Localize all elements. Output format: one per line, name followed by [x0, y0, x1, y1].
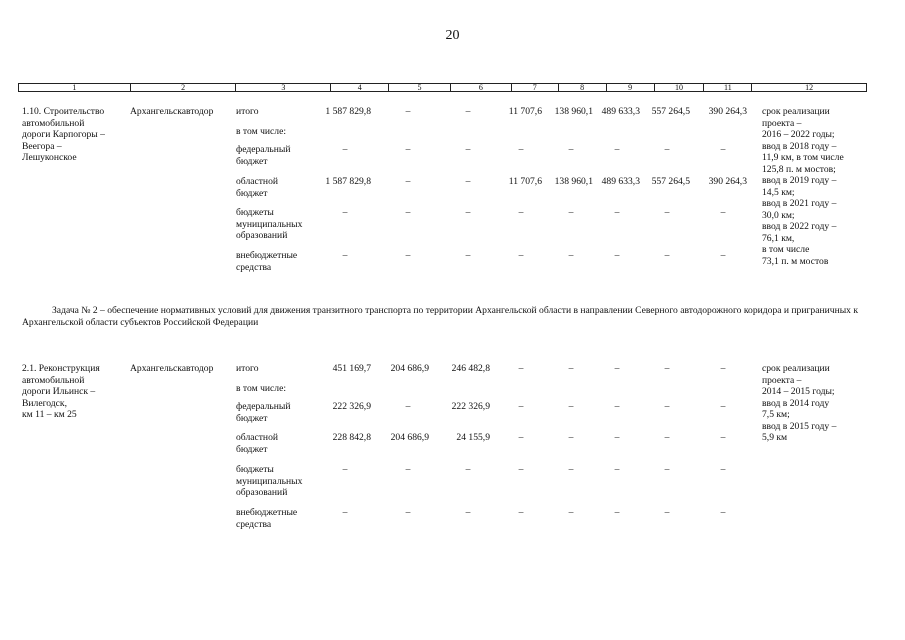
section-1-10-cell: –	[342, 207, 348, 218]
section-2-1-cell: –	[518, 432, 524, 443]
section-2-1-cell: 228 842,8	[332, 432, 371, 443]
section-1-10-cell: –	[405, 176, 411, 187]
header-col-2: 2	[131, 84, 237, 91]
section-2-1-cell: –	[614, 464, 620, 475]
section-2-1-row-label: в том числе:	[236, 383, 287, 394]
section-2-1-cell: 246 482,8	[451, 363, 490, 374]
header-col-4: 4	[331, 84, 389, 91]
header-col-5: 5	[389, 84, 451, 91]
section-1-10-cell: –	[518, 207, 524, 218]
section-2-1-row-label: итого	[236, 363, 259, 374]
section-2-1-cell: –	[664, 507, 670, 518]
section-1-10-cell: 557 264,5	[651, 106, 690, 117]
header-col-9: 9	[607, 84, 655, 91]
section-2-1-cell: –	[568, 464, 574, 475]
section-1-10-cell: –	[465, 250, 471, 261]
section-1-10-cell: 390 264,3	[708, 176, 747, 187]
section-1-10-row-label: федеральный бюджет	[236, 144, 291, 167]
section-1-10-cell: –	[405, 207, 411, 218]
section-2-1-cell: –	[342, 507, 348, 518]
section-2-1-cell: –	[465, 464, 471, 475]
section-1-10-row-label: в том числе:	[236, 126, 287, 137]
section-1-10-cell: –	[720, 207, 726, 218]
section-1-10-cell: –	[664, 207, 670, 218]
section-2-1-note: срок реализации проекта – 2014 – 2015 годы; ввод в 2014 году 7,5 км; ввод в 2015 году – 5,9 км	[762, 363, 837, 443]
section-1-10-cell: –	[465, 176, 471, 187]
table-header	[18, 83, 867, 92]
header-col-11: 11	[704, 84, 752, 91]
section-2-1-cell: –	[720, 464, 726, 475]
section-1-10-cell: –	[568, 207, 574, 218]
section-2-1-cell: –	[720, 507, 726, 518]
section-1-10-row-label: областной бюджет	[236, 176, 279, 199]
header-col-3: 3	[236, 84, 331, 91]
section-2-1-cell: 24 155,9	[456, 432, 490, 443]
section-2-1-cell: 204 686,9	[390, 363, 429, 374]
section-1-10-row-label: бюджеты муниципальных образований	[236, 207, 303, 241]
header-col-10: 10	[655, 84, 705, 91]
section-2-1-cell: –	[614, 363, 620, 374]
section-2-1-cell: –	[405, 507, 411, 518]
section-1-10-title: 1.10. Строительство автомобильной дороги Карпогоры – Веегора – Лешуконское	[22, 106, 105, 163]
section-1-10-cell: –	[664, 250, 670, 261]
section-1-10-cell: 557 264,5	[651, 176, 690, 187]
section-2-1-row-label: внебюджетные средства	[236, 507, 298, 530]
section-1-10-cell: –	[720, 250, 726, 261]
section-2-1-cell: –	[405, 464, 411, 475]
section-2-1-cell: –	[664, 432, 670, 443]
section-1-10-cell: 489 633,3	[601, 176, 640, 187]
section-1-10-cell: –	[465, 144, 471, 155]
task-2-heading: Задача № 2 – обеспечение нормативных условий для движения транзитного транспорта по территории Архангельской области в направлении Северного автодорожного коридора и приграничных к Архангельской области субъектов Российской Федерации	[22, 305, 859, 328]
section-2-1-cell: –	[518, 401, 524, 412]
section-1-10-cell: –	[518, 250, 524, 261]
section-2-1-cell: –	[465, 507, 471, 518]
section-1-10-cell: –	[518, 144, 524, 155]
section-1-10-cell: –	[568, 250, 574, 261]
section-2-1-row-label: федеральный бюджет	[236, 401, 291, 424]
section-1-10-cell: 138 960,1	[554, 176, 593, 187]
section-1-10-cell: –	[405, 106, 411, 117]
section-2-1-cell: –	[405, 401, 411, 412]
section-1-10-cell: –	[465, 106, 471, 117]
section-1-10-cell: –	[664, 144, 670, 155]
section-2-1-cell: –	[568, 432, 574, 443]
section-2-1-cell: –	[568, 401, 574, 412]
section-2-1-cell: –	[518, 507, 524, 518]
section-1-10-cell: 1 587 829,8	[325, 176, 371, 187]
section-2-1-cell: –	[664, 401, 670, 412]
header-col-1: 1	[19, 84, 131, 91]
section-1-10-cell: 1 587 829,8	[325, 106, 371, 117]
section-1-10-cell: 390 264,3	[708, 106, 747, 117]
section-1-10-cell: –	[342, 144, 348, 155]
section-1-10-cell: –	[568, 144, 574, 155]
section-2-1-cell: –	[720, 401, 726, 412]
header-col-8: 8	[559, 84, 607, 91]
section-1-10-cell: –	[405, 250, 411, 261]
section-1-10-cell: –	[720, 144, 726, 155]
section-2-1-cell: –	[614, 507, 620, 518]
section-2-1-cell: 451 169,7	[332, 363, 371, 374]
section-1-10-cell: 11 707,6	[508, 106, 542, 117]
section-2-1-executor: Архангельскавтодор	[130, 363, 214, 374]
section-2-1-row-label: областной бюджет	[236, 432, 279, 455]
section-1-10-row-label: итого	[236, 106, 259, 117]
section-2-1-cell: 204 686,9	[390, 432, 429, 443]
section-1-10-cell: 138 960,1	[554, 106, 593, 117]
section-1-10-cell: –	[614, 207, 620, 218]
header-col-6: 6	[451, 84, 512, 91]
section-1-10-cell: –	[614, 144, 620, 155]
section-1-10-cell: 489 633,3	[601, 106, 640, 117]
section-1-10-cell: –	[342, 250, 348, 261]
section-2-1-row-label: бюджеты муниципальных образований	[236, 464, 303, 498]
header-col-7: 7	[512, 84, 559, 91]
section-2-1-cell: –	[568, 507, 574, 518]
section-1-10-note: срок реализации проекта – 2016 – 2022 годы; ввод в 2018 году – 11,9 км, в том числе 125,8 п. м мостов; ввод в 2019 году – 14,5 км; ввод в 2021 году – 30,0 км; ввод в 2022 году – 76,1 км, в том числе 73,1 п. м мостов	[762, 106, 844, 267]
section-2-1-cell: –	[342, 464, 348, 475]
section-1-10-executor: Архангельскавтодор	[130, 106, 214, 117]
section-2-1-title: 2.1. Реконструкция автомобильной дороги Ильинск – Вилегодск, км 11 – км 25	[22, 363, 100, 420]
section-2-1-cell: –	[518, 363, 524, 374]
section-2-1-cell: –	[720, 432, 726, 443]
section-2-1-cell: –	[518, 464, 524, 475]
section-1-10-cell: 11 707,6	[508, 176, 542, 187]
section-2-1-cell: –	[568, 363, 574, 374]
section-2-1-cell: –	[720, 363, 726, 374]
section-2-1-cell: –	[664, 363, 670, 374]
section-1-10-cell: –	[465, 207, 471, 218]
section-2-1-cell: –	[664, 464, 670, 475]
header-col-12: 12	[805, 83, 814, 92]
section-2-1-cell: –	[614, 401, 620, 412]
section-1-10-cell: –	[614, 250, 620, 261]
section-1-10-row-label: внебюджетные средства	[236, 250, 298, 273]
section-2-1-cell: 222 326,9	[451, 401, 490, 412]
section-2-1-cell: 222 326,9	[332, 401, 371, 412]
page-number: 20	[445, 28, 460, 43]
section-1-10-cell: –	[405, 144, 411, 155]
section-2-1-cell: –	[614, 432, 620, 443]
